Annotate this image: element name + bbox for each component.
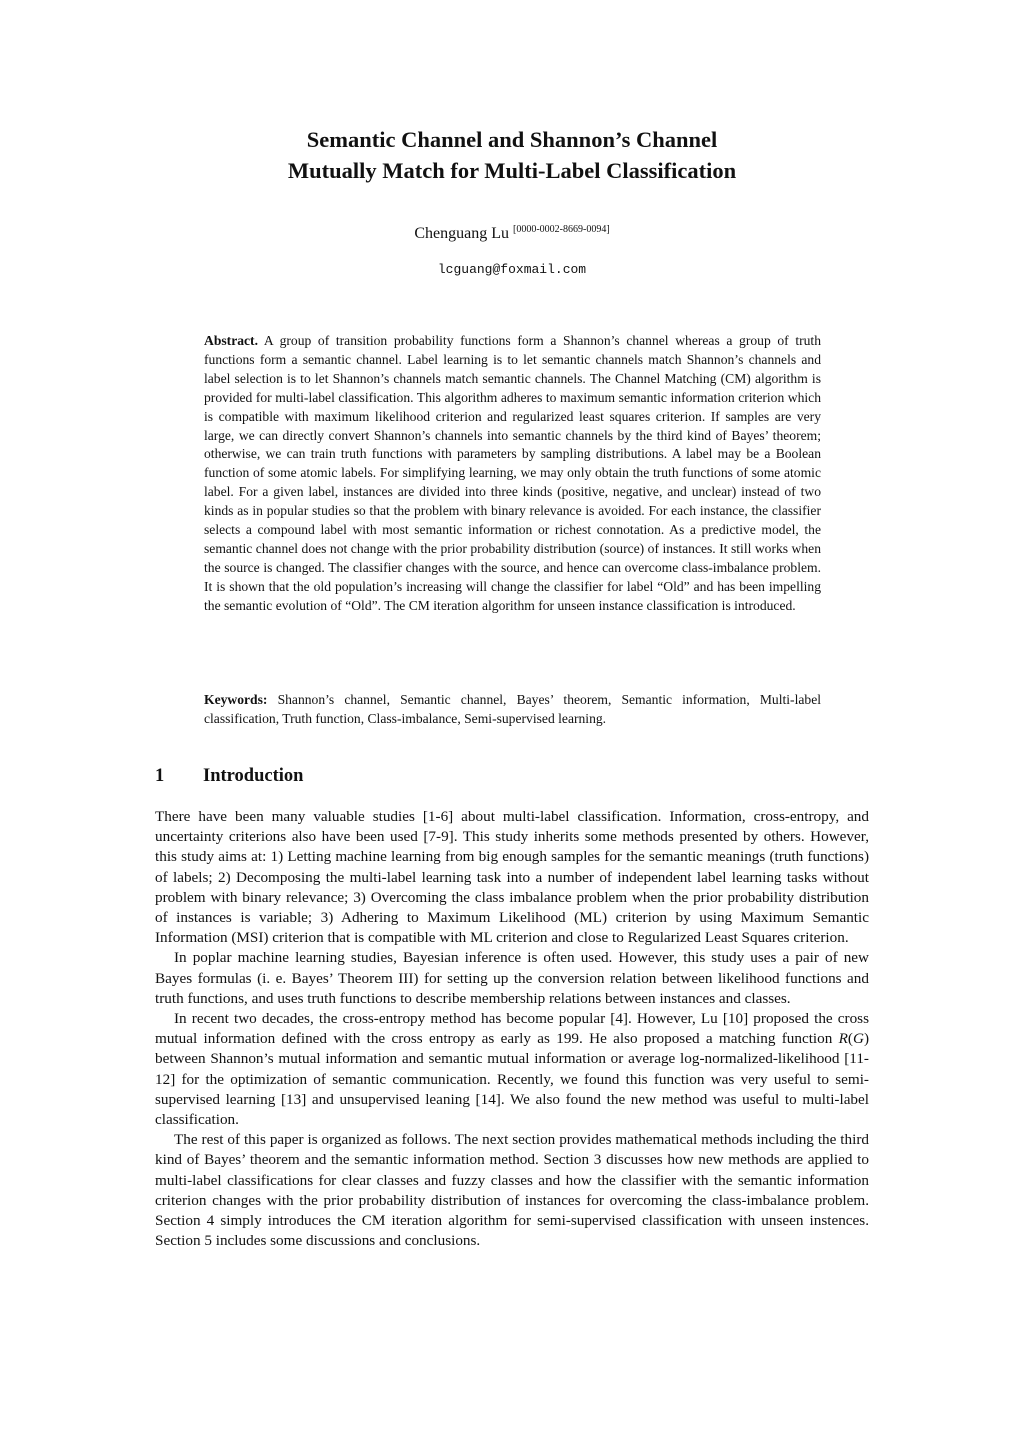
author-email: lcguang@foxmail.com <box>437 262 587 277</box>
intro-paragraph-4: The rest of this paper is organized as follows. The next section provides mathematical methods including the third kind of Bayes’ theorem and the semantic information method. Section 3 discusses how new methods are applied to multi-label classifications for clear classes and fuzzy classes and how the classifier with the semantic information criterion changes with the prior probability distribution of instances for overcoming the class-imbalance problem. Section 4 simply introduces the CM iteration algorithm for semi-supervised classification with unseen instences. Section 5 includes some discussions and conclusions. <box>155 1131 869 1250</box>
author-orcid: [0000-0002-8669-0094] <box>513 224 610 235</box>
intro-paragraph-3-part-a: In recent two decades, the cross-entropy method has become popular [4]. However, Lu [10] proposed the cross mutual information defined with the cross entropy as early as 199. He also proposed a matching function <box>155 1010 869 1048</box>
abstract-text: A group of transition probability functions form a Shannon’s channel whereas a group of truth functions form a semantic channel. Label learning is to let semantic channels match Shannon’s channels and label selection is to let Shannon’s channels match semantic channels. The Channel Matching (CM) algorithm is provided for multi-label classification. This algorithm adheres to maximum semantic information criterion which is compatible with maximum likelihood criterion and regularized least squares criterion. If samples are very large, we can directly convert Shannon’s channels into semantic channels by the third kind of Bayes’ theorem; otherwise, we can train truth functions with parameters by sampling distributions. A label may be a Boolean function of some atomic labels. For simplifying learning, we may only obtain the truth functions of some atomic label. For a given label, instances are divided into three kinds (positive, negative, and unclear) instead of two kinds as in popular studies so that the problem with binary relevance is avoided. For each instance, the classifier selects a compound label with most semantic information or richest connotation. As a predictive model, the semantic channel does not change with the prior probability distribution (source) of instances. It still works when the source is changed. The classifier changes with the source, and hence can overcome class-imbalance problem. It is shown that the old population’s increasing will change the classifier for label “Old” and has been impelling the semantic evolution of “Old”. The CM iteration algorithm for unseen instance classification is introduced. <box>204 333 821 613</box>
math-r: R <box>838 1030 848 1048</box>
author-line <box>0 223 1024 245</box>
keywords-text: Shannon’s channel, Semantic channel, Bayes’ theorem, Semantic information, Multi-label classification, Truth function, Class-imbalance, Semi-supervised learning. <box>204 692 822 726</box>
intro-paragraph-3-part-b: ) between Shannon’s mutual information and semantic mutual information or average log-normalized-likelihood [11-12] for the optimization of semantic communication. Recently, we found this function was very useful to semi-supervised learning [13] and unsupervised leaning [14]. We also found the new method was useful to multi-label classification. <box>155 1030 869 1129</box>
section-heading-introduction <box>155 763 875 789</box>
math-g: G <box>852 1030 864 1048</box>
introduction-body <box>155 807 869 1251</box>
author-name: Chenguang Lu <box>414 225 509 242</box>
section-title: Introduction <box>203 766 304 786</box>
intro-paragraph-1: There have been many valuable studies [1-6] about multi-label classification. Information, cross-entropy, and uncertainty criterions also have been used [7-9]. This study inherits some methods presented by others. However, this study aims at: 1) Letting machine learning from big enough samples for the semantic meanings (truth functions) of labels; 2) Decomposing the multi-label learning task into a number of independent label learning tasks without problem with binary relevance; 3) Overcoming the class imbalance problem when the prior probability distribution of instances is variable; 3) Adhering to Maximum Likelihood (ML) criterion by using Maximum Semantic Information (MSI) criterion that is compatible with ML criterion and close to Regularized Least Squares criterion. <box>155 808 869 947</box>
abstract-label: Abstract. <box>204 333 258 348</box>
abstract <box>204 332 821 616</box>
keywords-label: Keywords: <box>204 692 268 707</box>
keywords <box>204 691 821 729</box>
paper-title-line-2: Mutually Match for Multi-Label Classification <box>287 158 737 183</box>
math-paren-open: ( <box>847 1030 853 1048</box>
section-number: 1 <box>155 766 165 786</box>
intro-paragraph-2: In poplar machine learning studies, Bayesian inference is often used. However, this study uses a pair of new Bayes formulas (i. e. Bayes’ Theorem III) for setting up the conversion relation between likelihood functions and truth functions, and uses truth functions to describe membership relations between instances and classes. <box>155 949 869 1007</box>
intro-paragraph-3 <box>155 1009 869 1130</box>
paper-title-line-1: Semantic Channel and Shannon’s Channel <box>306 127 718 152</box>
